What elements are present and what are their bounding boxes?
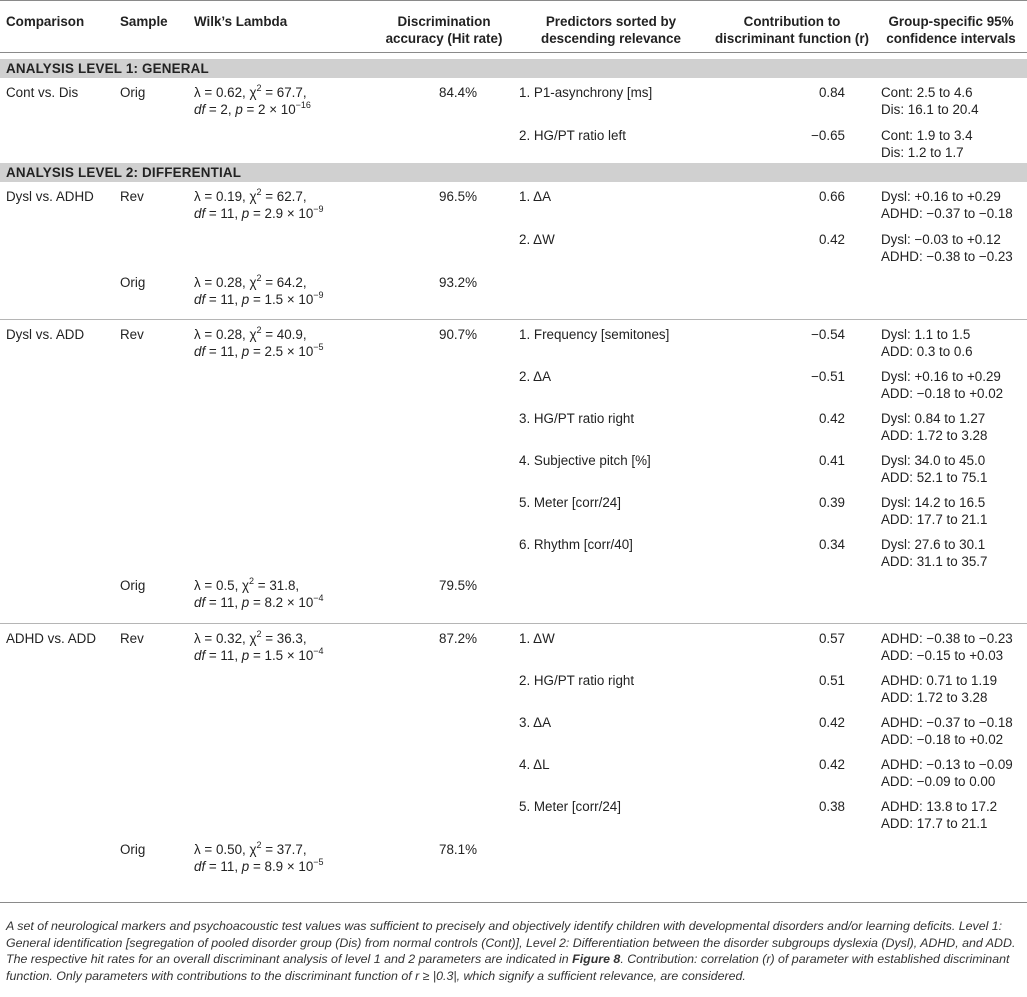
accuracy-cell: 90.7% bbox=[439, 327, 477, 342]
contribution-cell: 0.41 bbox=[818, 453, 845, 468]
table-row bbox=[0, 494, 1027, 536]
comparison-cell: Dysl vs. ADD bbox=[6, 327, 85, 342]
contribution-cell: 0.42 bbox=[818, 756, 845, 772]
ci-cell: Cont: 1.9 to 3.4 Dis: 1.2 to 1.7 bbox=[881, 127, 973, 160]
sample-cell: Orig bbox=[114, 577, 188, 623]
ci-cell: Dysl: 27.6 to 30.1 ADD: 31.1 to 35.7 bbox=[881, 537, 988, 569]
comparison-cell: ADHD vs. ADD bbox=[6, 630, 97, 646]
accuracy-cell: 84.4% bbox=[439, 84, 477, 100]
table-footnote: A set of neurological markers and psychoacoustic test values was sufficient to precisely and objectively identify children with developmental disorders and/or learning deficits. Level 1: General identification [segregation of pooled disorder group (Dis) from normal controls (Cont)], Level 2: Differentiation between the disorder subgroups dyslexia (Dysl), ADHD, and ADD. The respective hit rates for an overall discriminant analysis of level 1 and 2 parameters are indicated in Figure 8. Contribution: correlation (r) of parameter with established discriminant function. Only parameters with contributions to the discriminant function of r ≥ |0.3|, which signify a sufficient relevance, are considered. bbox=[6, 919, 1016, 983]
contribution-cell: 0.57 bbox=[818, 630, 845, 646]
sample-cell: Orig bbox=[114, 274, 188, 320]
predictor-cell: 1. P1-asynchrony [ms] bbox=[519, 84, 653, 100]
header-row bbox=[0, 0, 1027, 52]
header-wilks: Wilk’s Lambda bbox=[194, 14, 288, 29]
ci-cell: Dysl: 14.2 to 16.5 ADD: 17.7 to 21.1 bbox=[881, 495, 988, 527]
predictor-cell: 5. Meter [corr/24] bbox=[519, 798, 621, 814]
contribution-cell: 0.42 bbox=[818, 714, 845, 730]
table-row bbox=[0, 188, 1027, 231]
ci-cell: ADHD: 13.8 to 17.2 ADD: 17.7 to 21.1 bbox=[881, 798, 998, 831]
contribution-cell: 0.51 bbox=[818, 672, 845, 688]
figure-reference-link[interactable]: Figure 8 bbox=[572, 952, 621, 966]
predictor-cell: 1. ΔA bbox=[519, 188, 552, 204]
contribution-cell: 0.39 bbox=[818, 495, 845, 510]
predictor-cell: 1. ΔW bbox=[519, 630, 555, 646]
table-row bbox=[0, 798, 1027, 841]
table-row bbox=[0, 84, 1027, 127]
sample-cell: Rev bbox=[120, 188, 144, 204]
table-row bbox=[0, 452, 1027, 494]
header-ci: Group-specific 95% confidence intervals bbox=[886, 14, 1016, 46]
predictor-cell: 5. Meter [corr/24] bbox=[519, 495, 621, 510]
accuracy-cell: 79.5% bbox=[375, 577, 513, 623]
header-predictors: Predictors sorted by descending relevance bbox=[541, 14, 681, 46]
sample-cell: Orig bbox=[120, 841, 146, 857]
contribution-cell: −0.65 bbox=[811, 127, 845, 143]
ci-cell: ADHD: −0.37 to −0.18 ADD: −0.18 to +0.02 bbox=[881, 714, 1013, 747]
contribution-cell: −0.54 bbox=[811, 327, 845, 342]
predictor-cell: 2. ΔW bbox=[519, 231, 555, 247]
ci-cell: ADHD: −0.38 to −0.23 ADD: −0.15 to +0.03 bbox=[881, 630, 1013, 663]
predictor-cell: 2. ΔA bbox=[519, 369, 552, 384]
predictor-cell: 1. Frequency [semitones] bbox=[519, 327, 670, 342]
header-contribution: Contribution to discriminant function (r) bbox=[715, 14, 869, 46]
ci-cell: Cont: 2.5 to 4.6 Dis: 16.1 to 20.4 bbox=[881, 84, 979, 117]
contribution-cell: 0.84 bbox=[818, 84, 845, 100]
contribution-cell: −0.51 bbox=[811, 369, 845, 384]
table-row bbox=[0, 756, 1027, 798]
ci-cell: Dysl: 1.1 to 1.5 ADD: 0.3 to 0.6 bbox=[881, 327, 973, 359]
ci-cell: ADHD: −0.13 to −0.09 ADD: −0.09 to 0.00 bbox=[881, 756, 1013, 789]
table-row bbox=[0, 672, 1027, 714]
predictor-cell: 2. HG/PT ratio right bbox=[519, 672, 635, 688]
header-accuracy: Discrimination accuracy (Hit rate) bbox=[385, 14, 503, 46]
sample-cell: Rev bbox=[120, 630, 144, 646]
wilks-cell: λ = 0.62, $\chi^2 = 67.7$, df = 2, $p = 2 \times 10^{-16}$ bbox=[194, 82, 311, 117]
predictor-cell: 3. ΔA bbox=[519, 714, 552, 730]
ci-cell: Dysl: +0.16 to +0.29 ADHD: −0.37 to −0.18 bbox=[881, 188, 1013, 221]
wilks-cell: λ = 0.50, $\chi^2 = 37.7$, df = 11, $p = 8.9 \times 10^{-5}$ bbox=[194, 839, 324, 874]
contribution-cell: 0.42 bbox=[818, 231, 845, 247]
predictor-cell: 6. Rhythm [corr/40] bbox=[519, 537, 633, 552]
contribution-cell: 0.42 bbox=[818, 411, 845, 426]
header-sample: Sample bbox=[120, 14, 168, 29]
comparison-cell: Cont vs. Dis bbox=[6, 84, 79, 100]
table-row bbox=[0, 274, 1027, 320]
section-level-2: ANALYSIS LEVEL 2: DIFFERENTIAL bbox=[0, 163, 1027, 182]
accuracy-cell: 87.2% bbox=[439, 630, 477, 646]
table-row bbox=[0, 410, 1027, 452]
header-comparison: Comparison bbox=[6, 14, 85, 29]
contribution-cell: 0.38 bbox=[818, 798, 845, 814]
table-row bbox=[0, 714, 1027, 756]
bottom-rule bbox=[0, 902, 1027, 903]
wilks-cell: λ = 0.32, $\chi^2 = 36.3$, df = 11, $p = 1.5 \times 10^{-4}$ bbox=[194, 628, 324, 663]
table-row bbox=[0, 326, 1027, 368]
contribution-cell: 0.66 bbox=[818, 188, 845, 204]
table-row bbox=[0, 630, 1027, 672]
comparison-cell: Dysl vs. ADHD bbox=[6, 188, 94, 204]
accuracy-cell: 96.5% bbox=[439, 188, 477, 204]
wilks-cell: λ = 0.19, $\chi^2 = 62.7$, df = 11, $p = 2.9 \times 10^{-9}$ bbox=[194, 186, 324, 221]
predictor-cell: 2. HG/PT ratio left bbox=[519, 127, 626, 143]
accuracy-cell: 78.1% bbox=[439, 841, 477, 857]
sample-cell: Rev bbox=[120, 327, 144, 342]
table-row bbox=[0, 577, 1027, 623]
ci-cell: ADHD: 0.71 to 1.19 ADD: 1.72 to 3.28 bbox=[881, 672, 998, 705]
table-row bbox=[0, 127, 1027, 163]
accuracy-cell: 93.2% bbox=[375, 274, 513, 320]
predictor-cell: 3. HG/PT ratio right bbox=[519, 411, 635, 426]
table-row bbox=[0, 841, 1027, 881]
ci-cell: Dysl: 34.0 to 45.0 ADD: 52.1 to 75.1 bbox=[881, 453, 988, 485]
table-row bbox=[0, 231, 1027, 274]
predictor-cell: 4. Subjective pitch [%] bbox=[519, 453, 651, 468]
table-row bbox=[0, 368, 1027, 410]
contribution-cell: 0.34 bbox=[818, 537, 845, 552]
wilks-cell: λ = 0.28, $\chi^2 = 40.9$, df = 11, $p = 2.5 \times 10^{-5}$ bbox=[194, 325, 324, 359]
section-level-1: ANALYSIS LEVEL 1: GENERAL bbox=[0, 59, 1027, 78]
predictor-cell: 4. ΔL bbox=[519, 756, 550, 772]
ci-cell: Dysl: +0.16 to +0.29 ADD: −0.18 to +0.02 bbox=[881, 369, 1004, 401]
sample-cell: Orig bbox=[120, 84, 146, 100]
table-row bbox=[0, 536, 1027, 577]
wilks-cell: λ = 0.5, $\chi^2 = 31.8$, df = 11, $p = 8.2 \times 10^{-4}$ bbox=[188, 577, 375, 623]
ci-cell: Dysl: 0.84 to 1.27 ADD: 1.72 to 3.28 bbox=[881, 411, 988, 443]
ci-cell: Dysl: −0.03 to +0.12 ADHD: −0.38 to −0.23 bbox=[881, 231, 1013, 264]
wilks-cell: λ = 0.28, $\chi^2 = 64.2$, df = 11, $p = 1.5 \times 10^{-9}$ bbox=[188, 274, 375, 320]
